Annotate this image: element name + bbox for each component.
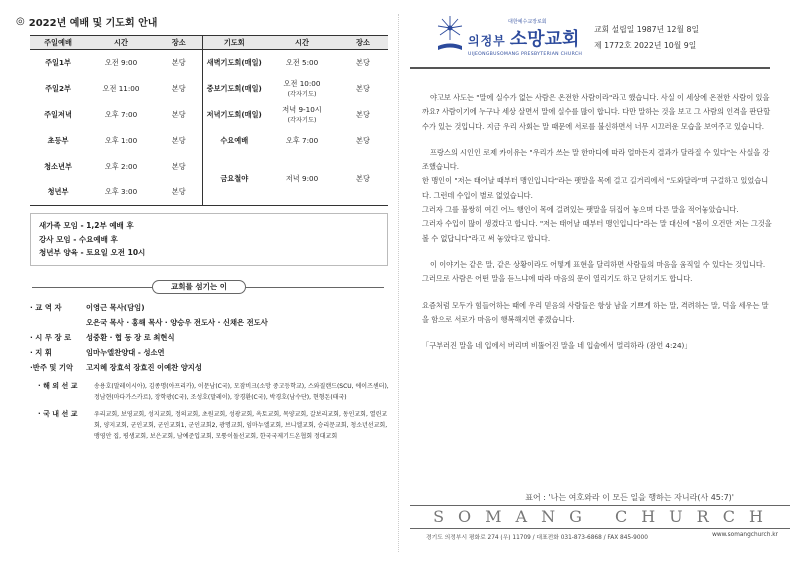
masthead-rule xyxy=(410,67,770,69)
worship-place xyxy=(156,154,202,180)
sermon-paragraph: 프랑스의 시인인 로제 카이유는 "우리가 쓰는 말 한마디에 따라 얼마든지 결과가 달라질 수 있다"는 사실을 강조했습니다. xyxy=(422,147,770,172)
prayer-name-text: 저녁기도회(매일) xyxy=(206,109,262,119)
worship-place xyxy=(156,180,202,206)
worship-place-text: 본당 xyxy=(171,135,186,145)
worship-time-text: 오후 7:00 xyxy=(104,109,138,119)
sermon-paragraph: 한 맹인이 "저는 태어날 때부터 맹인입니다"라는 팻말을 목에 걸고 길거리에서 "도와달라"며 구걸하고 있었습니다. 그런데 수입이 별로 없었습니다. xyxy=(422,176,769,200)
sermon-paragraph: 그러자 그를 불쌍히 여긴 어느 행인이 목에 걸려있는 팻말을 뒤집어 놓으며 다른 말을 적어놓았습니다. xyxy=(422,205,739,215)
worship-name xyxy=(30,128,86,154)
header-cell: 시간 xyxy=(266,36,338,50)
church-title: 소망교회 xyxy=(509,29,580,50)
prayer-place xyxy=(338,76,388,102)
prayer-time-text: 오후 7:00 xyxy=(285,135,319,145)
header-cell: 주일예배 xyxy=(30,36,86,50)
staff-label xyxy=(30,315,86,330)
staff-value: 임마누엘찬양대 - 성소연 xyxy=(86,347,165,357)
worship-name xyxy=(30,102,86,128)
overseas-missions xyxy=(38,381,390,403)
domestic-label: · 국 내 선 교 xyxy=(38,409,78,418)
worship-place-text: 본당 xyxy=(171,57,186,67)
header-cell: 장소 xyxy=(338,36,388,50)
prayer-time xyxy=(266,102,338,128)
staff-list xyxy=(30,300,390,375)
sermon-paragraph: 그러자 수입이 많이 생겼다고 합니다. "저는 태어날 때부터 맹인입니다"라는 말 대신에 "봄이 오건만 저는 그것을 볼 수 없답니다"라고 써 놓았다고 합니다. xyxy=(422,219,772,243)
church-wordmark: SOMANG CHURCH xyxy=(410,505,790,529)
worship-time-text: 오전 11:00 xyxy=(102,83,140,93)
worship-time xyxy=(86,102,156,128)
prayer-name-text: 중보기도회(매일) xyxy=(206,83,262,93)
staff-value: 오은국 목사 · 홍해 목사 · 양승우 전도사 · 신채은 전도사 xyxy=(86,317,268,327)
prayer-place xyxy=(338,102,388,128)
worship-name-text: 초등부 xyxy=(47,135,69,145)
staff-row xyxy=(30,360,390,375)
prayer-time xyxy=(266,50,338,76)
right-column xyxy=(410,14,790,541)
prayer-place-text: 본당 xyxy=(356,174,370,184)
founded-date: 교회 설립일 1987년 12월 8일 xyxy=(594,25,700,34)
staff-row xyxy=(30,330,390,345)
sermon-paragraph: 이 이야기는 같은 말, 같은 상황이라도 어떻게 표현을 달리하면 사람들의 마음을 움직일 수 있다는 것입니다. 그러므로 사람은 어떤 말을 듣느냐에 따라 마음의 문이 열리기도 하고 닫히기도 합니다. xyxy=(422,259,766,284)
church-motto: 표어 : '나는 여호와라 이 모든 일을 행하는 자니라(사 45:7)' xyxy=(525,493,734,502)
worship-time xyxy=(86,76,156,102)
schedule-row xyxy=(30,76,388,102)
schedule-table xyxy=(30,35,388,206)
staff-label: · 지 휘 xyxy=(30,347,52,357)
prayer-place xyxy=(338,154,388,206)
prayer-name-text: 수요예배 xyxy=(220,135,249,145)
worship-name xyxy=(30,180,86,206)
staff-label: ·반주 및 기악 xyxy=(30,362,74,372)
masthead xyxy=(410,14,790,57)
worship-time-text: 오후 3:00 xyxy=(104,187,138,197)
prayer-place xyxy=(338,50,388,76)
church-logo-icon xyxy=(436,14,464,54)
worship-time xyxy=(86,154,156,180)
sermon-body xyxy=(422,91,772,353)
prayer-time-text: 오전 5:00 xyxy=(285,57,319,67)
staff-value: 이영근 목사(담임) xyxy=(86,302,145,312)
prayer-place xyxy=(338,128,388,154)
prayer-time-text: 오전 10:00 xyxy=(283,79,321,88)
bullseye-icon: ◎ xyxy=(16,16,25,27)
worship-place-text: 본당 xyxy=(171,83,186,93)
prayer-name xyxy=(202,102,266,128)
overseas-label: · 해 외 선 교 xyxy=(38,381,78,390)
worship-time xyxy=(86,128,156,154)
staff-label: · 교 역 자 xyxy=(30,302,62,312)
staff-value: 성중환 · 협 동 장 로 최현식 xyxy=(86,332,175,342)
schedule-header-row xyxy=(30,36,388,50)
worship-time xyxy=(86,50,156,76)
worship-place xyxy=(156,50,202,76)
notice-line: 청년부 양육 - 토요일 오전 10시 xyxy=(39,248,146,257)
prayer-name xyxy=(202,50,266,76)
domestic-missions xyxy=(38,409,390,442)
issue-number: 제 1772호 2022년 10월 9일 xyxy=(594,41,697,50)
prayer-name xyxy=(202,76,266,102)
serve-title-label: 교회를 섬기는 이 xyxy=(152,280,246,294)
header-cell: 장소 xyxy=(156,36,202,50)
left-column xyxy=(12,14,390,442)
prayer-place-text: 본당 xyxy=(356,57,370,67)
worship-time-text: 오후 2:00 xyxy=(104,161,138,171)
notice-line: 강사 모임 - 수요예배 후 xyxy=(39,234,118,244)
overseas-list: 송용호(말레이시아), 김종명(아프리카), 이문남(C국), 모잠비크(소망 중고등학교), 스와질랜드(SCU, 에이즈센터), 정남현(마다가스카르), 장학광(C국), 조성호(말레이), 장경환(C국), 박경호(남수단), 현형돈(태국) xyxy=(94,382,389,401)
serve-section-title xyxy=(12,280,390,294)
scripture-quote: 「구부러진 말을 네 입에서 버리며 비뚤어진 말을 네 입술에서 멀리하라 (잠언 4:24)」 xyxy=(422,341,692,351)
address-bar xyxy=(410,532,790,541)
denomination: 대한예수교장로회 xyxy=(508,19,547,25)
website-link[interactable]: www.somangchurch.kr xyxy=(712,532,778,538)
schedule-row xyxy=(30,128,388,154)
worship-place xyxy=(156,76,202,102)
staff-row xyxy=(30,315,390,330)
prayer-time-note: (각자기도) xyxy=(287,117,317,124)
prayer-place-text: 본당 xyxy=(356,83,370,93)
header-cell: 기도회 xyxy=(202,36,266,50)
brand-block xyxy=(468,18,582,57)
staff-row xyxy=(30,345,390,360)
worship-place-text: 본당 xyxy=(171,187,186,197)
domestic-list: 우리교회, 보영교회, 성지교회, 정의교회, 초원교회, 성광교회, 옥토교회, 목양교회, 갈보리교회, 동인교회, 열린교회, 양지교회, 군인교회, 군인교회1, 군인교회2, 광명교회, 임마누엘교회, 브니엘교회, 승리문교회, 청소년선교회, 맹영안 집, 평생교회, 보은교회, 남예준입교회, 모퉁이돌선교회, 한국국제기드온협회 정대교회 xyxy=(94,410,388,440)
notice-box xyxy=(30,213,388,266)
worship-name-text: 주일1부 xyxy=(45,57,71,67)
prayer-time xyxy=(266,128,338,154)
church-city: 의정부 xyxy=(468,34,506,48)
fold-divider xyxy=(398,14,399,552)
prayer-name-text: 새벽기도회(매일) xyxy=(206,57,262,67)
prayer-name-text: 금요철야 xyxy=(220,174,249,184)
prayer-time-note: (각자기도) xyxy=(287,91,317,98)
sermon-paragraph: 요즘처럼 모두가 힘들어하는 때에 우리 믿음의 사람들은 항상 남을 기쁘게 하는 말, 격려하는 말, 덕을 세우는 말을 함으로 서로가 마음이 행복해지면 좋겠습니다. xyxy=(422,300,769,324)
worship-time-text: 오후 1:00 xyxy=(104,135,138,145)
church-address: 경기도 의정부시 평화로 274 (우) 11709 / 대표전화 031-873-6868 / FAX 845-9000 xyxy=(426,535,648,541)
schedule-row xyxy=(30,154,388,180)
worship-name-text: 청년부 xyxy=(47,187,69,197)
prayer-time xyxy=(266,76,338,102)
footer xyxy=(410,492,790,541)
prayer-place-text: 본당 xyxy=(356,135,370,145)
worship-time-text: 오전 9:00 xyxy=(104,57,138,67)
staff-row xyxy=(30,300,390,315)
worship-name-text: 청소년부 xyxy=(44,161,72,171)
prayer-time-text: 저녁 9:00 xyxy=(285,174,319,184)
worship-time xyxy=(86,180,156,206)
worship-place-text: 본당 xyxy=(171,109,186,119)
worship-name xyxy=(30,154,86,180)
schedule-row xyxy=(30,102,388,128)
worship-place xyxy=(156,128,202,154)
worship-name-text: 주일저녁 xyxy=(44,109,72,119)
staff-value: 고지혜 장효석 장효진 이예찬 양지성 xyxy=(86,362,202,372)
prayer-name xyxy=(202,128,266,154)
header-cell: 시간 xyxy=(86,36,156,50)
worship-name xyxy=(30,76,86,102)
worship-place xyxy=(156,102,202,128)
prayer-place-text: 본당 xyxy=(356,109,370,119)
prayer-time-text: 저녁 9-10시 xyxy=(282,105,322,114)
schedule-row xyxy=(30,50,388,76)
schedule-title xyxy=(16,14,390,29)
issue-info xyxy=(594,22,699,54)
worship-name-text: 주일2부 xyxy=(45,83,71,93)
notice-line: 새가족 모임 - 1,2부 예배 후 xyxy=(39,221,134,230)
staff-label: · 시 무 장 로 xyxy=(30,332,72,342)
sermon-paragraph: 야고보 사도는 "말에 실수가 없는 사람은 온전한 사람이라"라고 했습니다. 사실 이 세상에 온전한 사람이 있을까요? 사람이기에 누구나 세상 살면서 말에 실수를 많이 합니다. 다만 말하는 것을 보고 그 사람의 인격을 판단할 수가 있는 것입니다. 지금 우리 사회는 말 때문에 서로를 불신하면서 너무 시끄러운 모습을 보여주고 있습니다. xyxy=(422,93,771,131)
worship-name xyxy=(30,50,86,76)
prayer-time xyxy=(266,154,338,206)
worship-place-text: 본당 xyxy=(171,161,186,171)
church-name xyxy=(468,25,582,51)
prayer-name xyxy=(202,154,266,206)
schedule-title-text: 2022년 예배 및 기도회 안내 xyxy=(28,18,158,29)
english-name: UIJEONGBUSOMANG PRESBYTERIAN CHURCH xyxy=(468,52,583,57)
